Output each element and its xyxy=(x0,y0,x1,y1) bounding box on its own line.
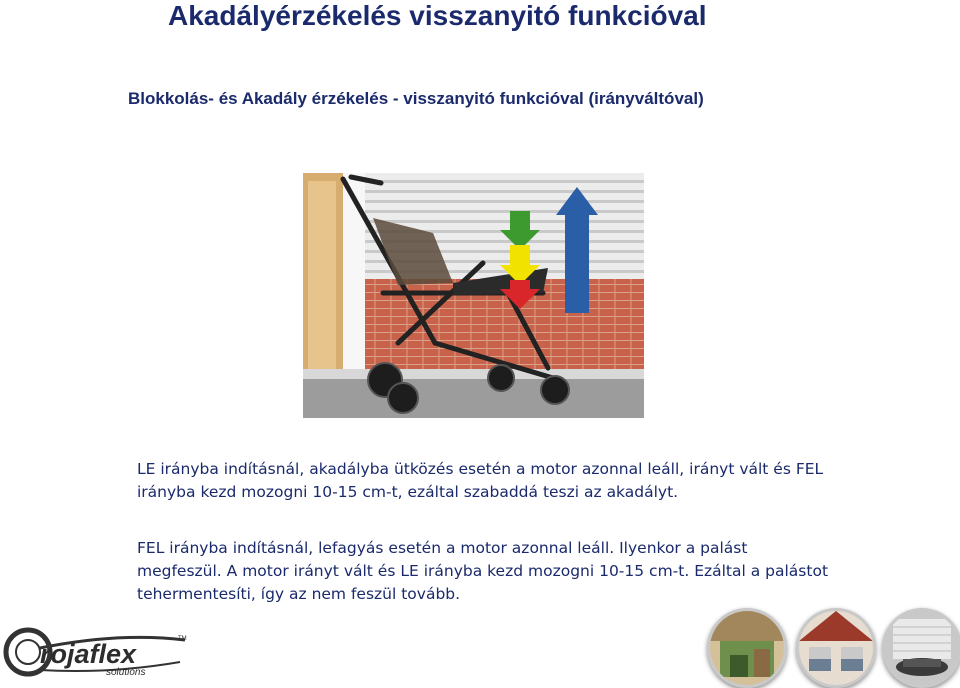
logo-tagline-text: solutions xyxy=(106,667,146,678)
paragraph-up-direction: FEL irányba indításnál, lefagyás esetén a motor azonnal leáll. Ilyenkor a palást megfeszül. A motor irányt vált és LE irányba kezd mozogni 10-15 cm-t. Ezáltal a palástot tehermentesíti, így az nem feszül tovább. xyxy=(137,539,829,603)
house-thumbnail-icon xyxy=(796,608,876,688)
rojaflex-logo xyxy=(0,618,200,680)
garage-thumbnail-icon xyxy=(882,608,960,688)
page-title: Akadályérzékelés visszanyitó funkcióval xyxy=(168,0,707,31)
logo-tm-text: TM xyxy=(178,636,187,642)
stroller-shutter-photo xyxy=(303,173,644,418)
paragraph-down-direction: LE irányba indításnál, akadályba ütközés esetén a motor azonnal leáll, irányt vált és FEL irányba kezd mozogni 10-15 cm-t, ezáltal szabaddá teszi az akadályt. xyxy=(137,460,824,501)
logo-brand-text: rojaflex xyxy=(40,639,137,669)
pergola-thumbnail-icon xyxy=(707,608,787,688)
page-subtitle: Blokkolás- és Akadály érzékelés - visszanyitó funkcióval (irányváltóval) xyxy=(128,89,704,108)
